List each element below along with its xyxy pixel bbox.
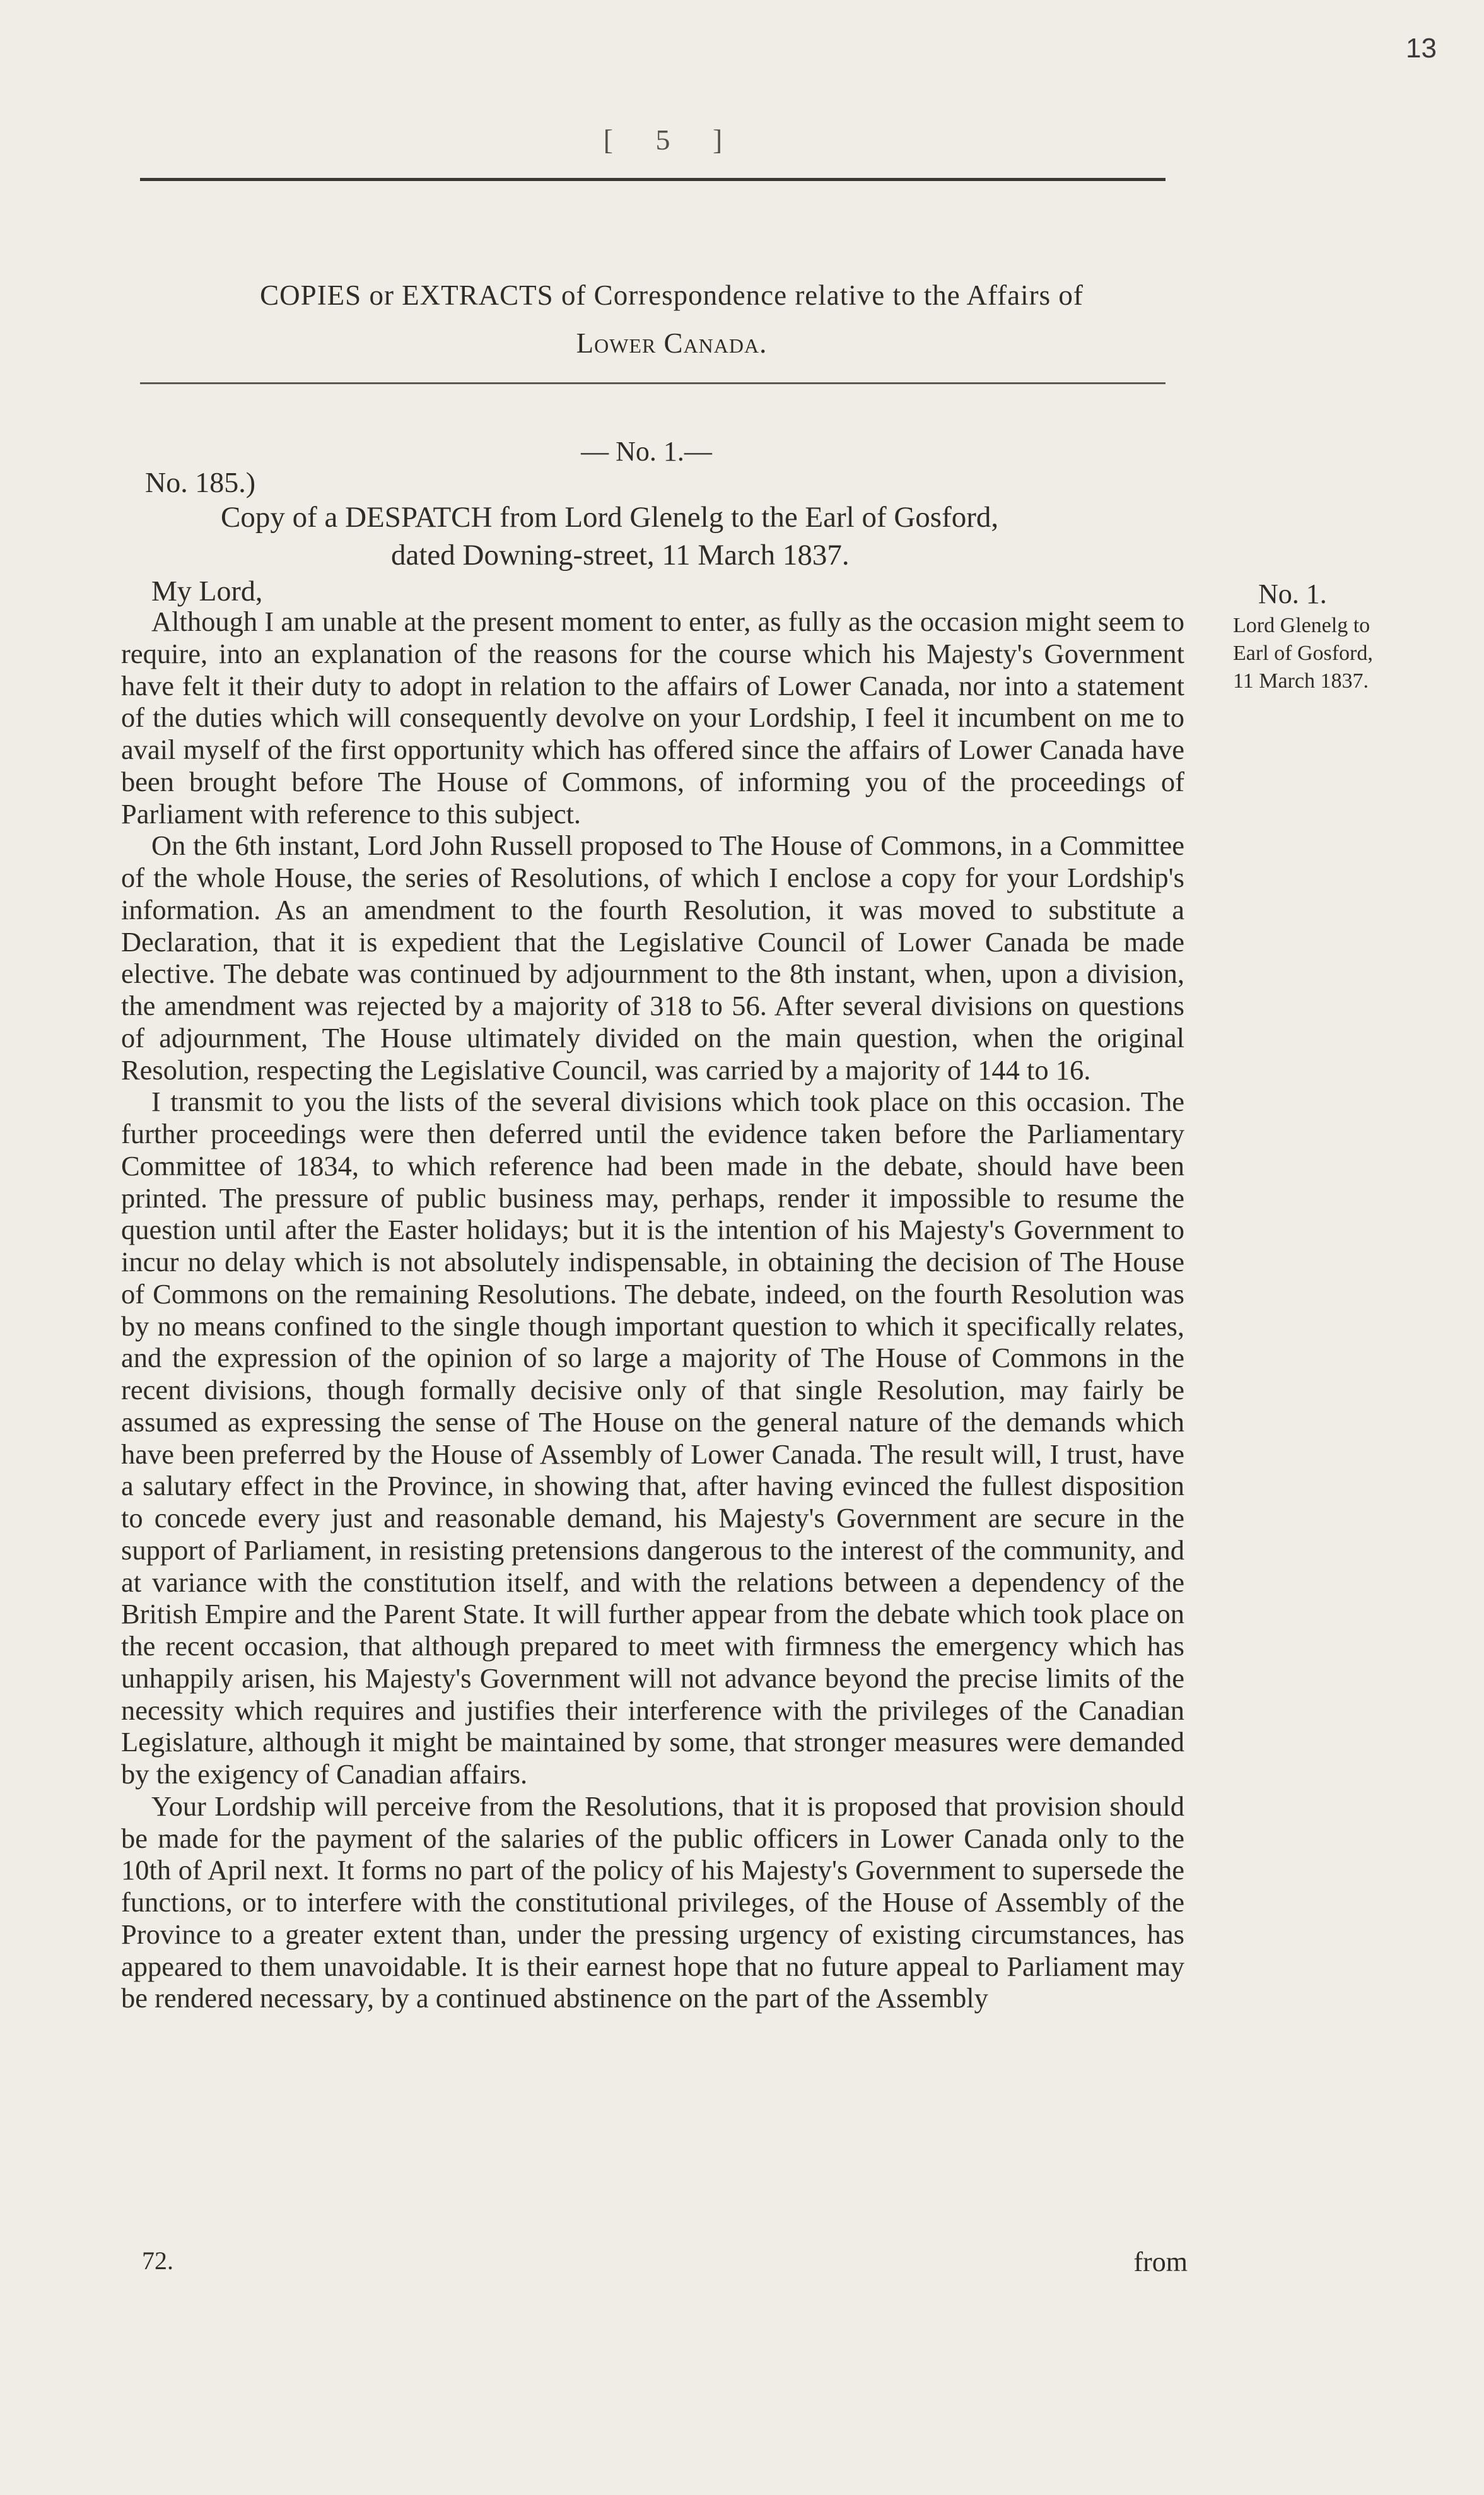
- top-rule: [140, 178, 1166, 181]
- document-title: [95, 271, 1249, 367]
- marginal-note-heading: No. 1.: [1258, 578, 1327, 609]
- marginal-note-line-1: Lord Glenelg to: [1233, 614, 1370, 637]
- despatch-line-2: dated Downing-street, 11 March 1837.: [391, 539, 850, 572]
- marginal-note-line-3: 11 March 1837.: [1233, 669, 1369, 693]
- paragraph-2: On the 6th instant, Lord John Russell proposed to The House of Commons, in a Committee of the whole House, the series of Resolutions, of which I enclose a copy for your Lordship's information. As an amendment to the fourth Resolution, it was moved to substitute a Declaration, that it is expedient that the Legislative Council of Lower Canada be made elective. The debate was continued by adjournment to the 8th instant, when, upon a division, the amendment was rejected by a majority of 318 to 56. After several divisions on questions of adjournment, The House ultimately divided on the main question, when the original Resolution, respecting the Legislative Council, was carried by a majority of 144 to 16.: [121, 830, 1184, 1086]
- title-line-1: COPIES or EXTRACTS of Correspondence relative to the Affairs of: [260, 279, 1084, 311]
- title-rule: [140, 382, 1166, 384]
- marginal-note-line-2: Earl of Gosford,: [1233, 642, 1373, 665]
- paragraph-3: I transmit to you the lists of the several divisions which took place on this occasion. The further proceedings were then deferred until the evidence taken before the Parliamentary Committee of 1834, to which reference had been made in the debate, should have been printed. The pressure of public business may, perhaps, render it impossible to resume the question until after the Easter holidays; but it is the intention of his Majesty's Government to incur no delay which is not absolutely indispensable, in obtaining the decision of The House of Commons on the remaining Resolutions. The debate, indeed, on the fourth Resolution was by no means confined to the single though important question to which it specifically relates, and the expression of the opinion of so large a majority of The House of Commons in the recent divisions, though formally decisive only of that single Resolution, may fairly be assumed as expressing the sense of The House on the general nature of the demands which have been preferred by the House of Assembly of Lower Canada. The result will, I trust, have a salutary effect in the Province, in showing that, after having evinced the fullest disposition to concede every just and reasonable demand, his Majesty's Government are secure in the support of Parliament, in resisting pretensions dangerous to the interest of the community, and at variance with the constitution itself, and with the relations between a dependency of the British Empire and the Parent State. It will further appear from the debate which took place on the recent occasion, that although prepared to meet with firmness the emergency which has unhappily arisen, his Majesty's Government will not advance beyond the precise limits of the necessity which requires and justifies their interference with the privileges of the Canadian Legislature, although it might be maintained by some, that stronger measures were demanded by the exigency of Canadian affairs.: [121, 1086, 1184, 1790]
- page-mark: [ 5 ]: [603, 124, 740, 156]
- printer-signature: 72.: [142, 2246, 173, 2275]
- despatch-line-1: Copy of a DESPATCH from Lord Glenelg to the Earl of Gosford,: [221, 501, 999, 534]
- paragraph-1: Although I am unable at the present moment to enter, as fully as the occasion might seem to require, into an explanation of the reasons for the course which his Majesty's Government have felt it their duty to adopt in relation to the affairs of Lower Canada, nor into a statement of the duties which will consequently devolve on your Lordship, I feel it incumbent on me to avail myself of the first opportunity which has offered since the affairs of Lower Canada have been brought before The House of Commons, of informing you of the proceedings of Parliament with reference to this subject.: [121, 606, 1184, 830]
- title-line-2: Lower Canada.: [576, 327, 768, 359]
- reference-number: No. 185.): [145, 466, 256, 498]
- catchword: from: [1133, 2246, 1188, 2277]
- paragraph-4: Your Lordship will perceive from the Resolutions, that it is proposed that provision should be made for the payment of the salaries of the public officers in Lower Canada only to the 10th of April next. It forms no part of the policy of his Majesty's Government to supersede the functions, or to interfere with the constitutional privileges, of the House of Assembly of the Province to a greater extent than, under the pressing urgency of existing circumstances, has appeared to them unavoidable. It is their earnest hope that no future appeal to Parliament may be rendered necessary, by a continued abstinence on the part of the Assembly: [121, 1790, 1184, 2014]
- marginal-note: [1233, 580, 1435, 695]
- despatch-heading: [221, 498, 1224, 574]
- document-number: — No. 1.—: [581, 436, 712, 467]
- letter-body: [121, 606, 1184, 2014]
- salutation: My Lord,: [151, 575, 263, 607]
- page-corner-number: 13: [1406, 33, 1437, 64]
